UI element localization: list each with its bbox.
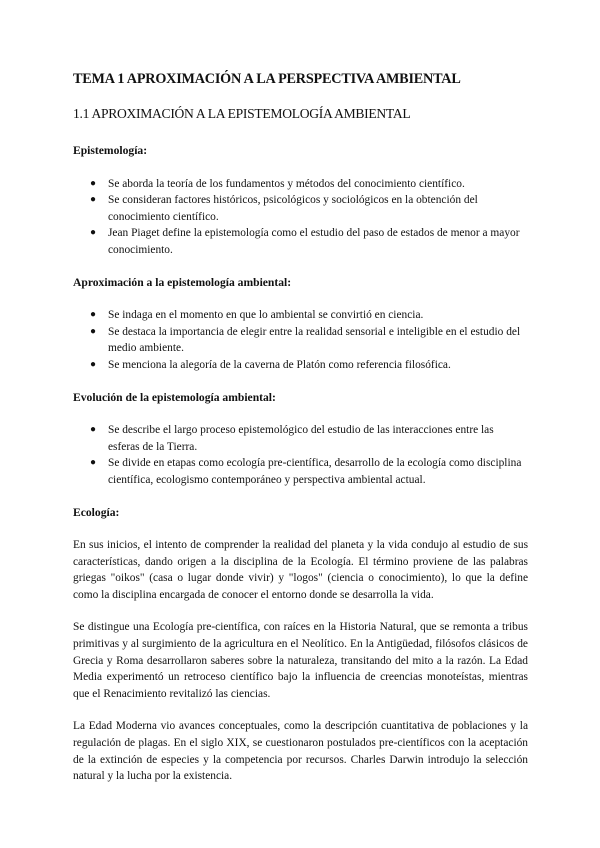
bullet-list-aproximacion xyxy=(73,307,528,373)
heading-evolucion: Evolución de la epistemología ambiental: xyxy=(73,390,276,404)
paragraph: Se distingue una Ecología pre-científica, con raíces en la Historia Natural, que se remonta a tribus primitivas y al surgimiento de la agricultura en el Neolítico. En la Antigüedad, filósofos clásicos de Grecia y Roma desarrollaron saberes sobre la naturaleza, transitando del mito a la razón. La Edad Media experimentó un retroceso científico bajo la influencia de creencias monoteístas, mientras que el Renacimiento revitalizó las ciencias. xyxy=(73,621,528,700)
list-item: ● Jean Piaget define la epistemología como el estudio del paso de estados de menor a mayor conocimiento. xyxy=(90,227,520,256)
bullet-icon: ● xyxy=(90,424,97,436)
bullet-list-epistemologia xyxy=(73,176,528,259)
bullet-icon: ● xyxy=(90,309,97,321)
bullet-icon: ● xyxy=(90,325,97,337)
bullet-icon: ● xyxy=(90,194,97,206)
list-item: ● Se menciona la alegoría de la caverna de Platón como referencia filosófica. xyxy=(90,357,528,374)
list-item: ● Se destaca la importancia de elegir entre la realidad sensorial e inteligible en el estudio del medio ambiente. xyxy=(90,325,521,355)
paragraph: En sus inicios, el intento de comprender la realidad del planeta y la vida condujo al estudio de sus características, dando origen a la disciplina de la Ecología. El término proviene de las palabras griegas "oikos" (casa o lugar donde vivir) y "logos" (ciencia o conocimiento), lo que la define como la disciplina encargada de conocer el entorno donde se desarrolla la vida. xyxy=(73,539,528,601)
list-item: ● Se describe el largo proceso epistemológico del estudio de las interacciones entre las esferas de la Tierra. xyxy=(90,424,494,453)
bullet-icon: ● xyxy=(90,358,97,370)
heading-aproximacion: Aproximación a la epistemología ambiental: xyxy=(73,275,292,289)
list-item: ● Se consideran factores históricos, psicológicos y sociológicos en la obtención del conocimiento científico. xyxy=(90,194,478,223)
paragraph: La Edad Moderna vio avances conceptuales, como la descripción cuantitativa de poblaciones y la regulación de plagas. En el siglo XIX, se cuestionaron postulados pre-científicos con la aceptación de la extinción de especies y la competencia por recursos. Charles Darwin introdujo la selección natural y la lucha por la existencia. xyxy=(73,720,528,783)
bullet-icon: ● xyxy=(90,227,97,239)
bullet-icon: ● xyxy=(90,457,97,469)
section-subtitle: 1.1 APROXIMACIÓN A LA EPISTEMOLOGÍA AMBIENTAL xyxy=(73,106,411,121)
bullet-icon: ● xyxy=(90,177,97,189)
heading-ecologia: Ecología: xyxy=(73,505,120,519)
list-item: ● Se aborda la teoría de los fundamentos y métodos del conocimiento científico. xyxy=(90,176,528,193)
bullet-list-evolucion xyxy=(73,422,528,488)
heading-epistemologia: Epistemología: xyxy=(73,144,148,157)
document-title: TEMA 1 APROXIMACIÓN A LA PERSPECTIVA AMBIENTAL xyxy=(73,71,461,87)
list-item: ● Se divide en etapas como ecología pre-científica, desarrollo de la ecología como disciplina científica, ecologismo contemporáneo y perspectiva ambiental actual. xyxy=(90,457,522,486)
list-item: ● Se indaga en el momento en que lo ambiental se convirtió en ciencia. xyxy=(90,307,528,324)
